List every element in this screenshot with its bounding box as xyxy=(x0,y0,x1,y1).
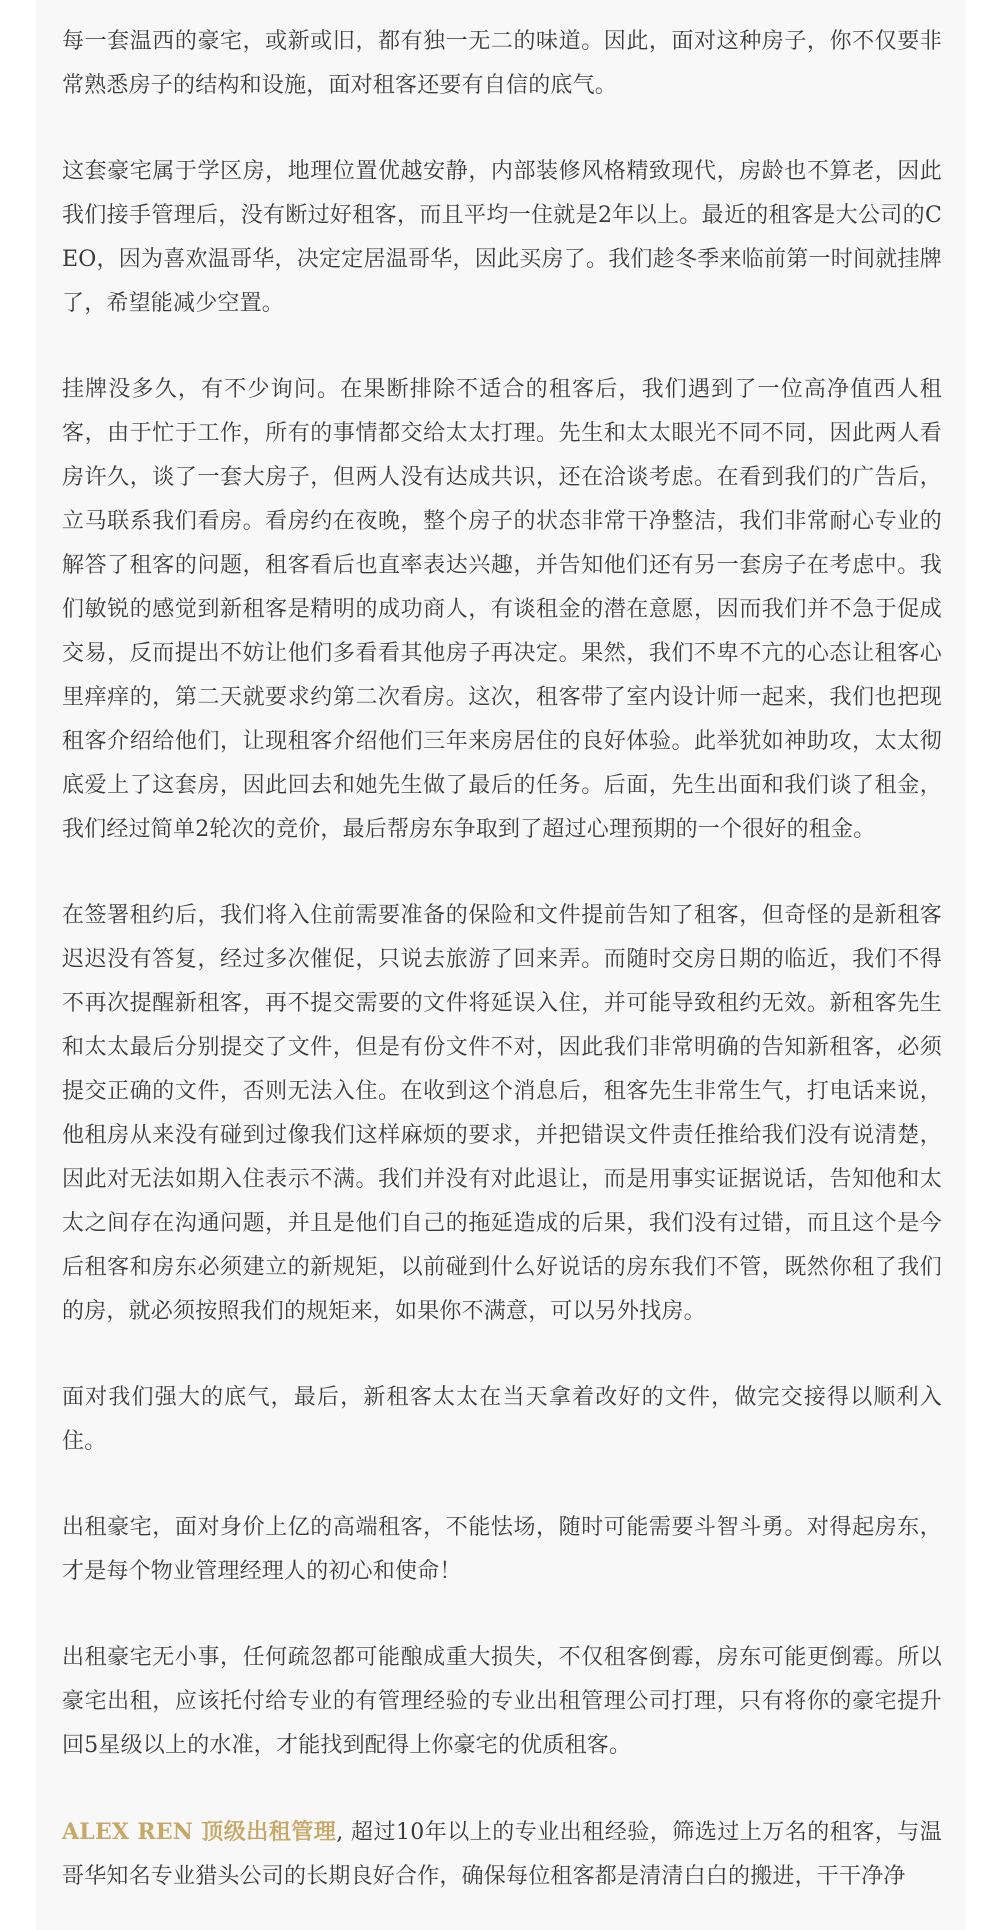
article-body xyxy=(62,20,942,1899)
paragraph-intro: 每一套温西的豪宅，或新或旧，都有独一无二的味道。因此，面对这种房子，你不仅要非常熟悉房子的结构和设施，面对租客还要有自信的底气。 xyxy=(62,29,942,98)
article-page xyxy=(36,0,966,1930)
paragraph-documents: 在签署租约后，我们将入住前需要准备的保险和文件提前告知了租客，但奇怪的是新租客迟迟没有答复，经过多次催促，只说去旅游了回来弄。而随时交房日期的临近，我们不得不再次提醒新租客，再不提交需要的文件将延误入住，并可能导致租约无效。新租客先生和太太最后分别提交了文件，但是有份文件不对，因此我们非常明确的告知新租客，必须提交正确的文件，否则无法入住。在收到这个消息后，租客先生非常生气，打电话来说，他租房从来没有碰到过像我们这样麻烦的要求，并把错误文件责任推给我们没有说清楚，因此对无法如期入住表示不满。我们并没有对此退让，而是用事实证据说话，告知他和太太之间存在沟通问题，并且是他们自己的拖延造成的后果，我们没有过错，而且这个是今后租客和房东必须建立的新规矩，以前碰到什么好说话的房东我们不管，既然你租了我们的房，就必须按照我们的规矩来，如果你不满意，可以另外找房。 xyxy=(62,903,942,1324)
paragraph-viewing: 挂牌没多久，有不少询问。在果断排除不适合的租客后，我们遇到了一位高净值西人租客，由于忙于工作，所有的事情都交给太太打理。先生和太太眼光不同不同，因此两人看房许久，谈了一套大房子，但两人没有达成共识，还在洽谈考虑。在看到我们的广告后，立马联系我们看房。看房约在夜晚，整个房子的状态非常干净整洁，我们非常耐心专业的解答了租客的问题，租客看后也直率表达兴趣，并告知他们还有另一套房子在考虑中。我们敏锐的感觉到新租客是精明的成功商人，有谈租金的潜在意愿，因而我们并不急于促成交易，反而提出不妨让他们多看看其他房子再决定。果然，我们不卑不亢的心态让租客心里痒痒的，第二天就要求约第二次看房。这次，租客带了室内设计师一起来，我们也把现租客介绍给他们，让现租客介绍他们三年来房居住的良好体验。此举犹如神助攻，太太彻底爱上了这套房，因此回去和她先生做了最后的任务。后面，先生出面和我们谈了租金，我们经过简单2轮次的竞价，最后帮房东争取到了超过心理预期的一个很好的租金。 xyxy=(62,377,942,842)
paragraph-move-in: 面对我们强大的底气，最后，新租客太太在当天拿着改好的文件，做完交接得以顺利入住。 xyxy=(62,1385,942,1454)
paragraph-closing xyxy=(62,1810,942,1899)
brand-highlight: ALEX REN 顶级出租管理 xyxy=(62,1819,337,1845)
paragraph-advice: 出租豪宅无小事，任何疏忽都可能酿成重大损失，不仅租客倒霉，房东可能更倒霉。所以豪宅出租，应该托付给专业的有管理经验的专业出租管理公司打理，只有将你的豪宅提升回5星级以上的水准，才能找到配得上你豪宅的优质租客。 xyxy=(62,1645,942,1758)
closing-text: , 超过10年以上的专业出租经验，筛选过上万名的租客，与温哥华知名专业猎头公司的长期良好合作，确保每位租客都是清清白白的搬进，干干净净 xyxy=(62,1820,942,1889)
paragraph-property: 这套豪宅属于学区房，地理位置优越安静，内部装修风格精致现代，房龄也不算老，因此我们接手管理后，没有断过好租客，而且平均一住就是2年以上。最近的租客是大公司的CEO，因为喜欢温哥华，决定定居温哥华，因此买房了。我们趁冬季来临前第一时间就挂牌了，希望能减少空置。 xyxy=(62,159,942,316)
paragraph-mission: 出租豪宅，面对身价上亿的高端租客，不能怯场，随时可能需要斗智斗勇。对得起房东，才是每个物业管理经理人的初心和使命！ xyxy=(62,1515,942,1584)
